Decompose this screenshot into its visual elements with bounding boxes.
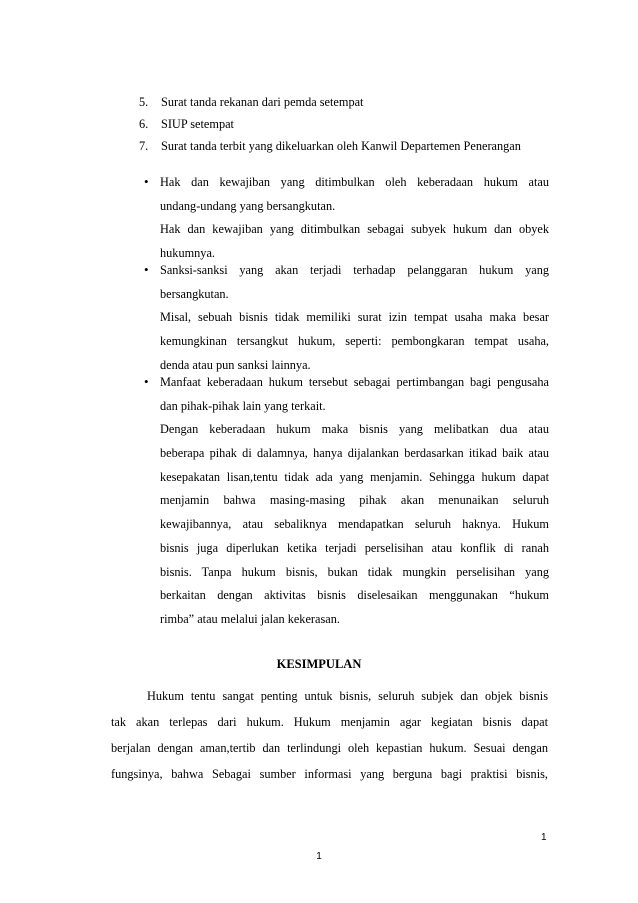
text-line: fungsinya, bahwa Sebagai sumber informasi yang berguna bagi praktisi bisnis,: [111, 767, 548, 781]
text-line: Hukum tentu sangat penting untuk bisnis, seluruh subjek dan objek bisnis: [147, 689, 548, 703]
text-line: dan pihak-pihak lain yang terkait.: [160, 398, 326, 413]
list-text: Surat tanda rekanan dari pemda setempat: [161, 95, 364, 109]
text-line: menjamin bahwa masing-masing pihak akan menunaikan seluruh: [160, 493, 549, 508]
text-line: bisnis. Tanpa hukum bisnis, bukan tidak mungkin perselisihan yang: [160, 564, 549, 579]
text-line: denda atau pun sanksi lainnya.: [160, 357, 311, 372]
text-line: kewajibannya, atau sebaliknya mendapatkan seluruh haknya. Hukum: [160, 517, 549, 532]
bullet-icon: •: [144, 174, 149, 189]
list-item: [139, 113, 559, 135]
text-line: Sanksi-sanksi yang akan terjadi terhadap pelanggaran hukum yang: [160, 263, 549, 277]
text-line: tak akan terlepas dari hukum. Hukum menjamin agar kegiatan bisnis dapat: [111, 715, 548, 729]
text-line: rimba” atau melalui jalan kekerasan.: [160, 611, 340, 626]
bullet-icon: •: [144, 374, 149, 389]
list-number: 5.: [139, 95, 149, 109]
text-line: undang-undang yang bersangkutan.: [160, 198, 336, 213]
text-line: berkaitan dengan aktivitas bisnis diselesaikan menggunakan “hukum: [160, 588, 549, 603]
text-line: bisnis juga diperlukan ketika terjadi perselisihan atau konflik di ranah: [160, 540, 549, 555]
list-text: Surat tanda terbit yang dikeluarkan oleh Kanwil Departemen Penerangan: [161, 139, 521, 153]
text-line: Hak dan kewajiban yang ditimbulkan oleh keberadaan hukum atau: [160, 175, 549, 189]
numbered-list: [139, 91, 559, 157]
text-line: kemungkinan tersangkut hukum, seperti: pembongkaran tempat usaha,: [160, 334, 549, 349]
text-line: kesepakatan lisan,tentu tidak ada yang menjamin. Sehingga hukum dapat: [160, 469, 549, 484]
text-line: Dengan keberadaan hukum maka bisnis yang melibatkan dua atau: [160, 422, 549, 437]
text-line: berjalan dengan aman,tertib dan terlindungi oleh kepastian hukum. Sesuai dengan: [111, 741, 548, 755]
list-number: 6.: [139, 117, 149, 131]
text-line: Hak dan kewajiban yang ditimbulkan sebagai subyek hukum dan obyek: [160, 222, 549, 237]
page-number-right: 1: [541, 832, 547, 843]
text-line: bersangkutan.: [160, 286, 229, 301]
list-text: SIUP setempat: [161, 117, 234, 131]
text-line: beberapa pihak di dalamnya, hanya dijalankan berdasarkan itikad baik atau: [160, 446, 549, 461]
conclusion-paragraph: [111, 683, 548, 787]
page-number-center: 1: [316, 851, 322, 862]
list-number: 7.: [139, 139, 149, 153]
text-line: hukumnya.: [160, 246, 215, 261]
text-line: Manfaat keberadaan hukum tersebut sebagai pertimbangan bagi pengusaha: [160, 375, 549, 389]
section-heading: KESIMPULAN: [276, 657, 362, 671]
list-item: [139, 91, 559, 113]
bullet-icon: •: [144, 262, 149, 277]
list-item: [139, 135, 559, 157]
text-line: Misal, sebuah bisnis tidak memiliki surat izin tempat usaha maka besar: [160, 310, 549, 325]
